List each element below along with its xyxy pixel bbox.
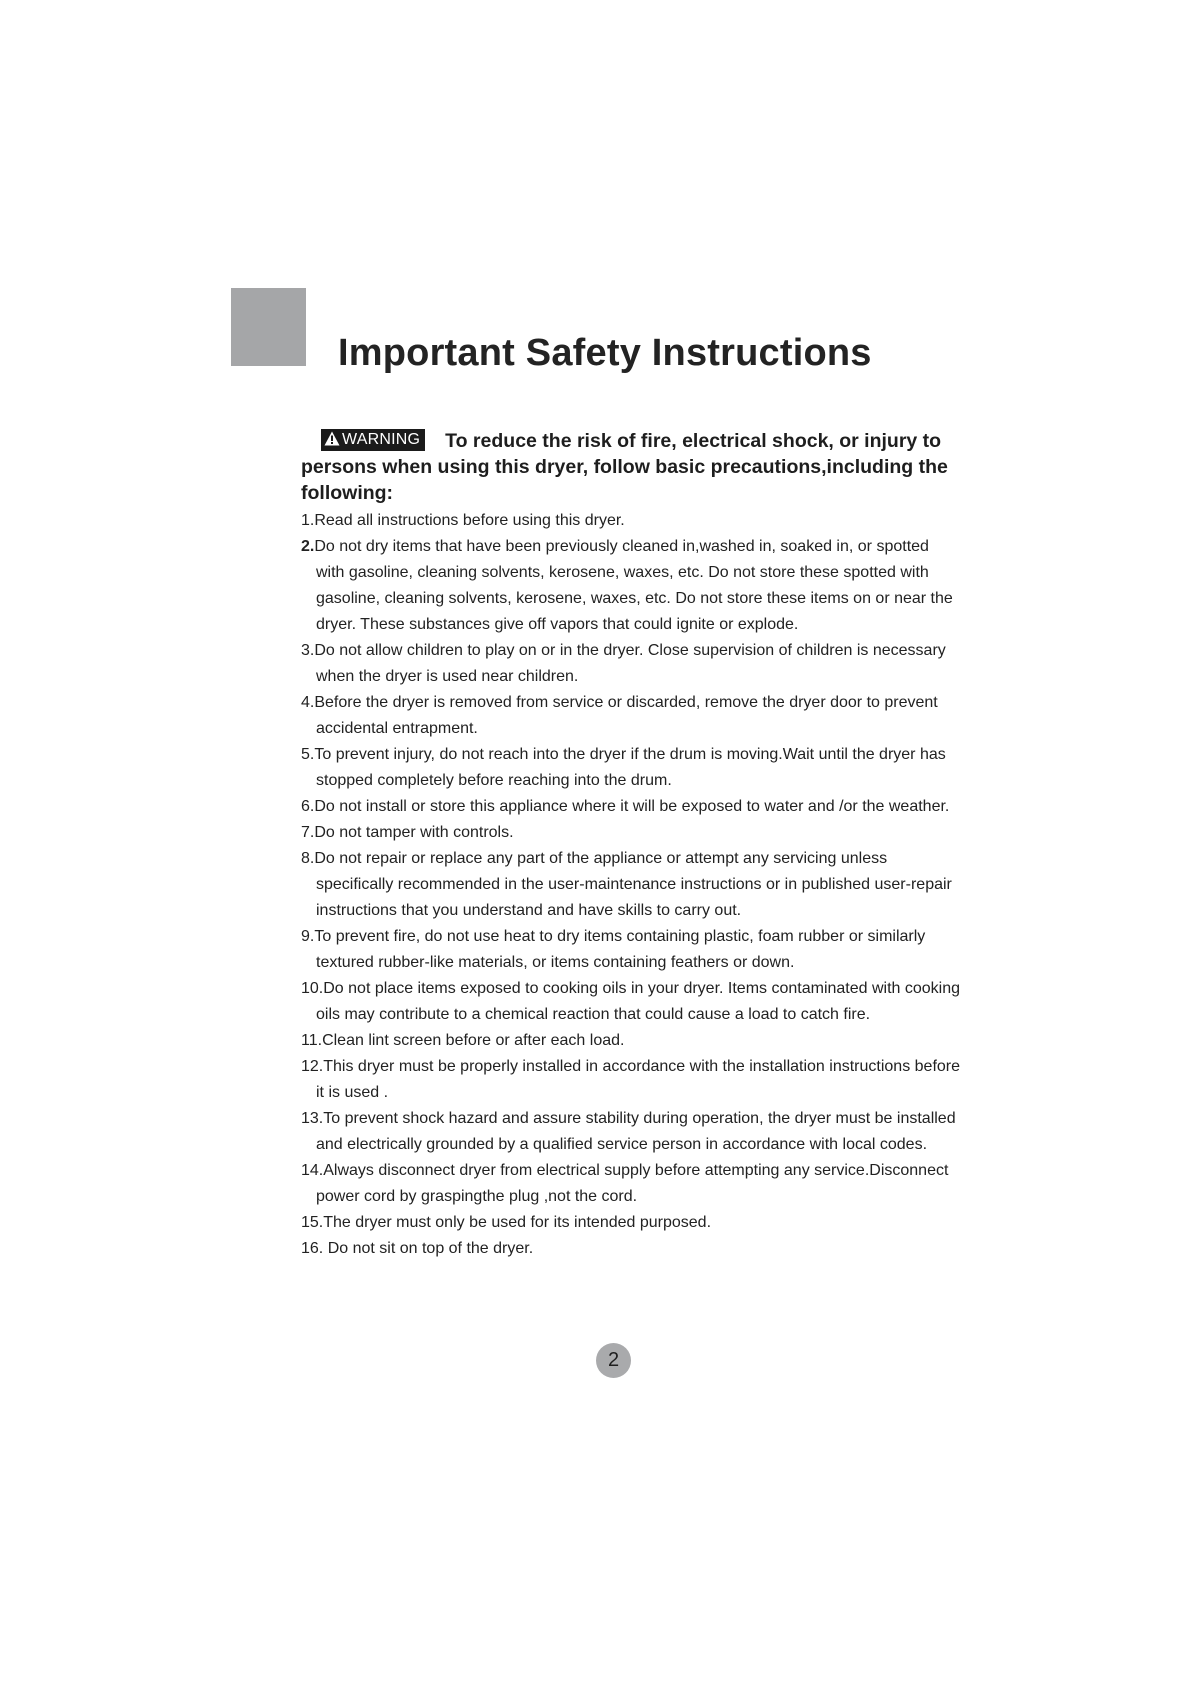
warning-text-first-line: To reduce the risk of fire, electrical shock, or injury to xyxy=(445,430,942,452)
instruction-item xyxy=(301,976,961,1028)
instruction-text: To prevent fire, do not use heat to dry items containing plastic, foam rubber or similarly textured rubber-like materials, or items containing feathers or down. xyxy=(314,928,926,971)
instruction-item xyxy=(301,820,961,846)
instruction-number: 1. xyxy=(301,512,315,529)
instruction-text: Clean lint screen before or after each load. xyxy=(322,1032,625,1049)
instruction-number: 11. xyxy=(301,1032,323,1049)
instruction-item xyxy=(301,1210,961,1236)
instruction-text: Before the dryer is removed from service or discarded, remove the dryer door to prevent accidental entrapment. xyxy=(314,694,938,737)
instruction-text: Do not place items exposed to cooking oils in your dryer. Items contaminated with cooking oils may contribute to a chemical reaction that could cause a load to catch fire. xyxy=(316,980,961,1023)
safety-content xyxy=(301,428,961,1262)
instruction-item xyxy=(301,742,961,794)
instruction-item xyxy=(301,534,961,638)
warning-text-rest: persons when using this dryer, follow basic precautions,including the following: xyxy=(301,456,948,504)
instruction-item xyxy=(301,1236,961,1262)
instruction-list xyxy=(301,508,961,1262)
instruction-text: Do not repair or replace any part of the appliance or attempt any servicing unless specifically recommended in the user-maintenance instructions or in published user-repair instructions that you understand and have skills to carry out. xyxy=(314,850,952,919)
instruction-number: 7. xyxy=(301,824,315,841)
instruction-item xyxy=(301,1106,961,1158)
warning-badge xyxy=(321,429,425,451)
instruction-item xyxy=(301,508,961,534)
instruction-number: 5. xyxy=(301,746,315,763)
instruction-text: To prevent shock hazard and assure stability during operation, the dryer must be installed and electrically grounded by a qualified service person in accordance with local codes. xyxy=(316,1110,956,1153)
instruction-number: 6. xyxy=(301,798,315,815)
instruction-number: 12. xyxy=(301,1058,324,1075)
instruction-item xyxy=(301,1054,961,1106)
warning-triangle-icon xyxy=(324,431,340,446)
instruction-number: 10. xyxy=(301,980,324,997)
page-number-badge: 2 xyxy=(596,1343,631,1378)
warning-intro xyxy=(301,428,961,506)
instruction-text: This dryer must be properly installed in accordance with the installation instructions before it is used . xyxy=(316,1058,961,1101)
instruction-text: Do not tamper with controls. xyxy=(314,824,514,841)
page-title: Important Safety Instructions xyxy=(338,332,872,374)
instruction-number: 14. xyxy=(301,1162,324,1179)
instruction-number: 9. xyxy=(301,928,315,945)
instruction-text: Do not sit on top of the dryer. xyxy=(323,1240,534,1257)
instruction-number: 3. xyxy=(301,642,315,659)
instruction-item xyxy=(301,846,961,924)
section-marker-block xyxy=(231,288,306,366)
instruction-text: Always disconnect dryer from electrical supply before attempting any service.Disconnect power cord by graspingthe plug ,not the cord. xyxy=(316,1162,949,1205)
instruction-number: 8. xyxy=(301,850,315,867)
instruction-text: Read all instructions before using this dryer. xyxy=(314,512,625,529)
instruction-item xyxy=(301,924,961,976)
instruction-number: 15. xyxy=(301,1214,324,1231)
instruction-item xyxy=(301,690,961,742)
instruction-number: 13. xyxy=(301,1110,324,1127)
instruction-item xyxy=(301,638,961,690)
instruction-item xyxy=(301,794,961,820)
instruction-item xyxy=(301,1158,961,1210)
instruction-text: Do not install or store this appliance where it will be exposed to water and /or the weather. xyxy=(314,798,950,815)
instruction-text: To prevent injury, do not reach into the dryer if the drum is moving.Wait until the dryer has stopped completely before reaching into the drum. xyxy=(314,746,946,789)
instruction-text: Do not dry items that have been previously cleaned in,washed in, soaked in, or spotted with gasoline, cleaning solvents, kerosene, waxes, etc. Do not store these spotted with gasoline, cleaning solvents, kerosene, waxes, etc. Do not store these items on or near the dryer. These substances give off vapors that could ignite or explode. xyxy=(314,538,953,633)
instruction-number: 2. xyxy=(301,538,315,555)
instruction-text: The dryer must only be used for its intended purposed. xyxy=(323,1214,712,1231)
instruction-text: Do not allow children to play on or in the dryer. Close supervision of children is necessary when the dryer is used near children. xyxy=(314,642,946,685)
instruction-number: 16. xyxy=(301,1240,324,1257)
instruction-item xyxy=(301,1028,961,1054)
warning-badge-label: WARNING xyxy=(342,431,421,448)
instruction-number: 4. xyxy=(301,694,315,711)
